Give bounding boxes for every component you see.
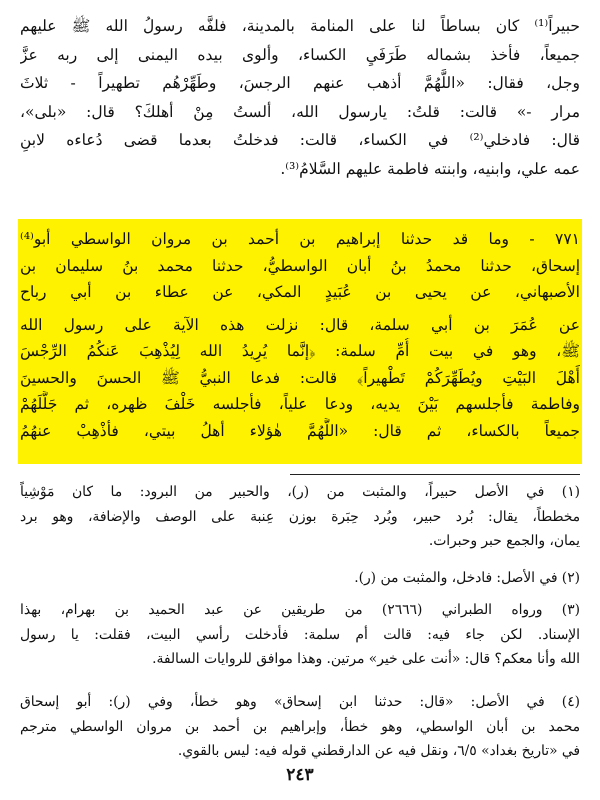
hadith-line: إسحاق، حدثنا محمدُ بنُ أبان الواسطيُّ، حدثنا محمد بنُ سليمان بن [20,256,580,275]
footnote-line: الإسناد. لكن جاء فيه: قالت أم سلمة: فأدخلت رأسي البيت، فقلت: يا رسول [20,626,580,643]
footnote-line: (١) في الأصل حبيراً، والمثبت من (ر)، والحبير من البرود: ما كان مَوْشِياً [20,484,580,500]
hadith-line: الأصبهاني، عن يحيى بن عُبَيدٍ المكي، عن عطاء بن أبي رباح [20,283,580,301]
text-line: حبيراً⁽¹⁾ كان بساطاً لنا على المنامة بالمدينة، فلفَّه رسولُ الله ﷺ عليهم [20,17,580,35]
footnote-1 [20,480,580,554]
footnote-line: محمد بن أبان الواسطي، وهو خطأ، وإبراهيم بن أحمد بن مروان الواسطي مترجم [20,718,580,735]
footnote-divider [290,474,580,475]
hadith-line: جميعاً بالكساء، ثم قال: «اللَّهُمَّ هٰؤلاء أهلُ بيتي، فأذْهِبْ عنهُمُ [20,421,580,440]
text-line: مرار -» قالت: قلتُ: يارسول الله، ألستُ مِنْ أهلكَ؟ قال: «بلى»، [20,102,580,121]
hadith-line: ٧٧١ - وما قد حدثنا إبراهيم بن أحمد بن مروان الواسطي أبو⁽⁴⁾ [20,230,580,248]
footnote-2 [20,566,580,591]
footnote-line: في «تاريخ بغداد» ٦/٥، ونقل فيه عن الدارقطني قوله فيه: ليس بالقوي. [177,743,580,759]
hadith-line: ﷺ، وهو في بيت أُمِّ سلمة: ﴿إنَّما يُرِيدُ الله لِيُذْهِبَ عَنكُمُ الرِّجْسَ [20,342,580,360]
footnote-line: الله وأنا معكم؟ قال: «أنت على خير» مرتين. وهذا موافق للروايات السالفة. [152,651,580,667]
hadith-line: عن عُمَرَ بن أبي سلمة، قال: نزلت هذه الآية على رسول الله [20,315,580,334]
page-number: ٢٤٣ [286,765,314,785]
footnote-line: (٣) ورواه الطبراني (٢٦٦٦) من طريقين عن عبد الحميد بن بهرام، بهذا [20,602,580,618]
footnote-line: (٢) في الأصل: فادخل، والمثبت من (ر). [354,570,580,586]
text-line: عمه علي، وابنيه، وابنته فاطمة عليهم السَّلامُ⁽³⁾. [280,159,580,178]
footnote-4 [20,690,580,764]
footnote-line: (٤) في الأصل: «قال: حدثنا ابن إسحاق» وهو خطأ، وفي (ر): أبو إسحاق [20,694,580,710]
hadith-line: وفاطمة فأجلسهم بَيْنَ يديه، ودعا علياً، فأجلسه خَلْفَ ظهره، ثم جَلَّلَهُمْ [20,395,580,413]
main-text-block [20,12,580,183]
footnote-3 [20,598,580,672]
hadith-block [20,226,580,444]
hadith-line: أَهْلَ البَيْتِ ويُطَهِّرَكُمْ تَطْهيراً﴾ قالت: فدعا النبيُّ ﷺ الحسنَ والحسينَ [20,368,580,387]
footnote-line: مخططاً، يقال: بُرد حبير، وبُرد حِبَرة بوزن عِنبة على الوصف والإضافة، وهو برد [20,508,580,525]
text-line: جميعاً، فأخذ بشماله طَرَفَيِ الكساء، وألوى بيده اليمنى إلى ربه عزَّ [20,45,580,64]
text-line: قال: فادخلي⁽²⁾ في الكساء، قالت: فدخلتُ بعدما قضى دُعاءه لابنِ [20,131,580,149]
text-line: وجل، فقال: «اللَّهُمَّ أذهب عنهم الرجسَ، وطَهِّرْهُم تطهيراً - ثلاثَ [20,74,580,92]
footnote-line: يمان، والجمع حبر وحبرات. [428,533,580,549]
